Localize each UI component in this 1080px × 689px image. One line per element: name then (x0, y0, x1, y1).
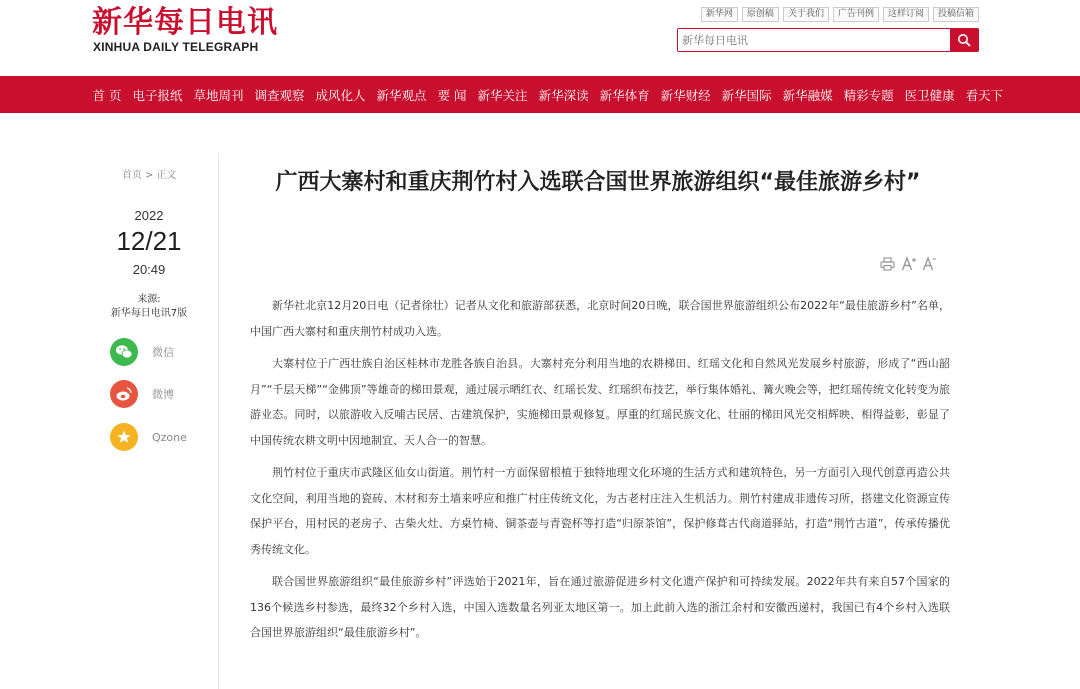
source-value: 新华每日电讯7版 (110, 308, 188, 319)
publish-year: 2022 (134, 208, 164, 223)
share-qzone-label: Qzone (152, 430, 187, 444)
article-title: 广西大寨村和重庆荆竹村入选联合国世界旅游组织“最佳旅游乡村” (275, 170, 921, 195)
share-weibo-label: 微博 (152, 388, 174, 401)
article-paragraph: 新华社北京12月20日电（记者徐壮）记者从文化和旅游部获悉，北京时间20日晚，联合国世界旅游组织公布2022年“最佳旅游乡村”名单，中国广西大寨村和重庆荆竹村成功入选。 (250, 299, 950, 338)
breadcrumb-current: 正文 (156, 170, 177, 181)
breadcrumb-home[interactable]: 首页 (122, 170, 142, 181)
share-wechat-label: 微信 (152, 346, 174, 359)
source-label: 来源: (137, 294, 161, 305)
publish-time: 20:49 (132, 262, 166, 277)
share-weibo[interactable] (110, 380, 174, 408)
top-link-ad-rates[interactable]: 广告刊例 (833, 7, 879, 22)
top-link-submit[interactable]: 投稿信箱 (933, 7, 979, 22)
column-divider (218, 153, 219, 689)
qzone-icon (110, 423, 138, 451)
search-input[interactable] (678, 29, 950, 51)
nav-culture[interactable]: 成风化人 (315, 87, 366, 103)
nav-media[interactable]: 新华融媒 (782, 87, 833, 103)
article-paragraph: 大寨村位于广西壮族自治区桂林市龙胜各族自治县。大寨村充分利用当地的农耕梯田、红瑶文化和自然风光发展乡村旅游，形成了“西山韶月”“千层天梯”“金佛顶”等雄奇的梯田景观，通过展示晒红衣、红瑶长发、红瑶织布技艺，举行集体婚礼、篝火晚会等，把红瑶传统文化转变为旅游业态。同时，以旅游收入反哺古民居、古建筑保护，实施梯田景观修复。厚重的红瑶民族文化、壮丽的梯田风光交相辉映、相得益彰，彰显了中国传统农耕文明中因地制宜、天人合一的智慧。 (250, 357, 950, 447)
font-decrease-icon[interactable] (922, 256, 936, 276)
top-link-xinhuanet[interactable]: 新华网 (701, 7, 738, 22)
nav-health[interactable]: 医卫健康 (904, 87, 955, 103)
nav-sports[interactable]: 新华体育 (599, 87, 650, 103)
search-icon (957, 33, 971, 47)
breadcrumb-separator: > (145, 170, 154, 181)
top-links (701, 7, 979, 22)
main-nav (0, 76, 1080, 113)
publish-date: 12/21 (116, 226, 182, 256)
site-logo-english[interactable]: XINHUA DAILY TELEGRAPH (93, 40, 259, 54)
nav-headlines[interactable]: 要 闻 (437, 87, 467, 103)
nav-specials[interactable]: 精彩专题 (843, 87, 894, 103)
article-tools (880, 256, 936, 276)
article-paragraph: 联合国世界旅游组织“最佳旅游乡村”评选始于2021年，旨在通过旅游促进乡村文化遗产保护和可持续发展。2022年共有来自57个国家的136个候选乡村参选，最终32个乡村入选，中国入选数量名列亚太地区第一。加上此前入选的浙江余村和安徽西递村，我国已有4个乡村入选联合国世界旅游组织“最佳旅游乡村”。 (250, 575, 950, 639)
breadcrumb (122, 166, 176, 181)
search-button[interactable] (950, 29, 978, 51)
site-logo[interactable]: 新华每日电讯 (92, 5, 278, 40)
top-link-original[interactable]: 原创稿 (742, 7, 779, 22)
print-icon[interactable] (880, 257, 895, 276)
wechat-icon (110, 338, 138, 366)
search-box (677, 28, 979, 52)
article-body (250, 293, 950, 653)
top-link-about[interactable]: 关于我们 (783, 7, 829, 22)
share-wechat[interactable] (110, 338, 174, 366)
nav-investigation[interactable]: 调查观察 (254, 87, 305, 103)
nav-opinion[interactable]: 新华观点 (376, 87, 427, 103)
nav-finance[interactable]: 新华财经 (660, 87, 711, 103)
nav-focus[interactable]: 新华关注 (477, 87, 528, 103)
weibo-icon (110, 380, 138, 408)
nav-world[interactable]: 看天下 (965, 87, 1004, 103)
site-header (0, 0, 1080, 76)
article-paragraph: 荆竹村位于重庆市武隆区仙女山街道。荆竹村一方面保留根植于独特地理文化环境的生活方式和建筑特色，另一方面引入现代创意再造公共文化空间，利用当地的瓷砖、木材和夯土墙来呼应和推广村庄传统文化，为古老村庄注入生机活力。荆竹村建成非遗传习所，搭建文化资源宣传保护平台，用村民的老房子、古柴火灶、方桌竹椅、铜茶壶与青瓷杯等打造“归原茶馆”，保护修葺古代商道驿站，打造“荆竹古道”，传承传播优秀传统文化。 (250, 466, 950, 556)
font-increase-icon[interactable] (901, 256, 916, 276)
nav-in-depth[interactable]: 新华深读 (538, 87, 589, 103)
nav-international[interactable]: 新华国际 (721, 87, 772, 103)
nav-e-paper[interactable]: 电子报纸 (132, 87, 183, 103)
nav-grassland-weekly[interactable]: 草地周刊 (193, 87, 244, 103)
top-link-subscribe[interactable]: 这样订阅 (883, 7, 929, 22)
share-qzone[interactable] (110, 423, 187, 451)
nav-home[interactable]: 首 页 (92, 87, 122, 103)
